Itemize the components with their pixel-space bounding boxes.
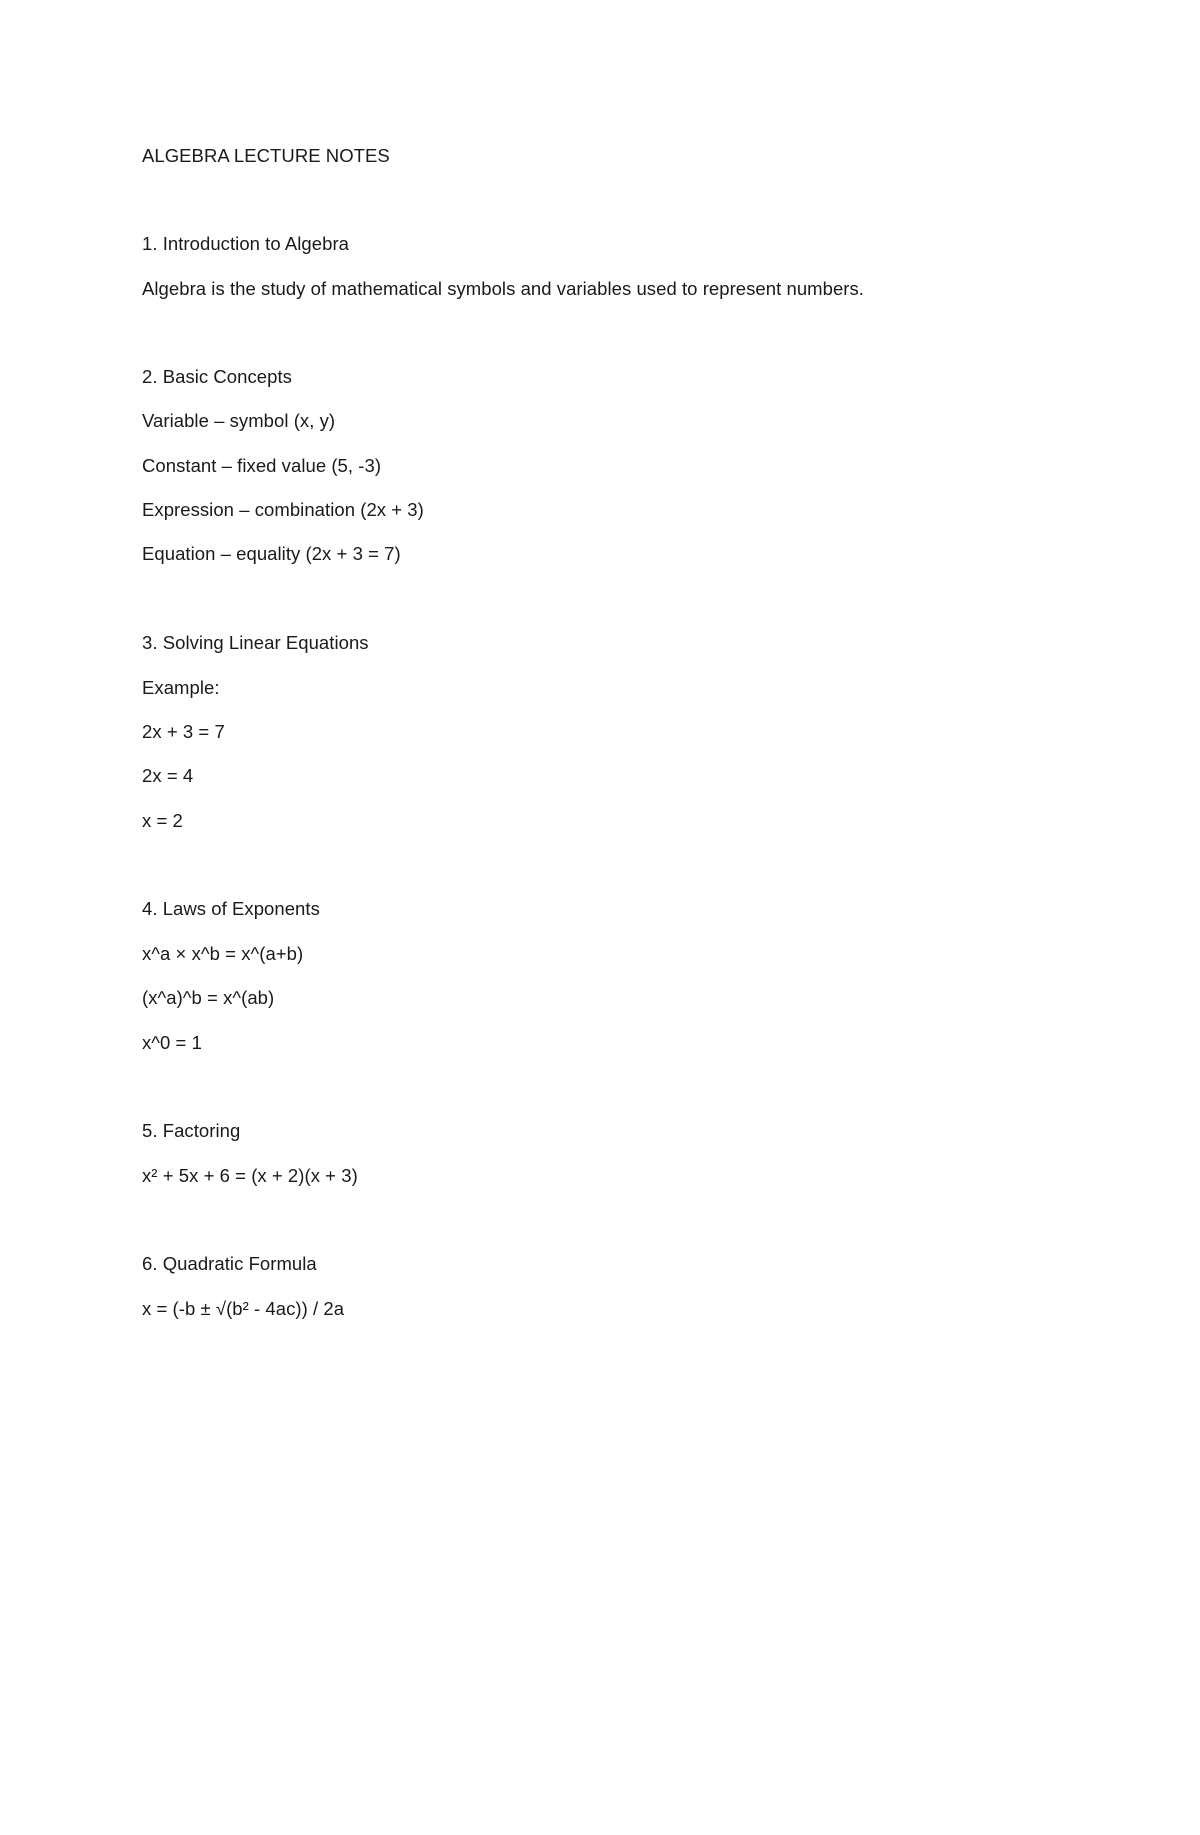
section-4-heading: 4. Laws of Exponents xyxy=(142,898,320,919)
document-title: ALGEBRA LECTURE NOTES xyxy=(142,145,390,166)
section-2-line-2: Constant – fixed value (5, -3) xyxy=(142,455,382,476)
section-5-line-1: x² + 5x + 6 = (x + 2)(x + 3) xyxy=(142,1165,358,1186)
section-2-line-4: Equation – equality (2x + 3 = 7) xyxy=(142,543,401,564)
section-2-heading: 2. Basic Concepts xyxy=(142,366,292,387)
section-5-heading: 5. Factoring xyxy=(142,1120,241,1141)
section-3-heading: 3. Solving Linear Equations xyxy=(142,632,369,653)
section-3-line-3: 2x = 4 xyxy=(142,765,194,786)
section-3-line-4: x = 2 xyxy=(142,810,183,831)
section-1-line-1: Algebra is the study of mathematical symbols and variables used to represent numbers. xyxy=(142,278,865,299)
section-2-line-1: Variable – symbol (x, y) xyxy=(142,410,336,431)
section-3-line-1: Example: xyxy=(142,677,220,698)
section-2-line-3: Expression – combination (2x + 3) xyxy=(142,499,424,520)
section-3-line-2: 2x + 3 = 7 xyxy=(142,721,225,742)
section-4-line-3: x^0 = 1 xyxy=(142,1032,202,1053)
section-4-line-1: x^a × x^b = x^(a+b) xyxy=(142,943,304,964)
section-6-heading: 6. Quadratic Formula xyxy=(142,1253,317,1274)
section-4-line-2: (x^a)^b = x^(ab) xyxy=(142,987,275,1008)
section-1-heading: 1. Introduction to Algebra xyxy=(142,233,349,254)
section-6-line-1: x = (-b ± √(b² - 4ac)) / 2a xyxy=(142,1298,345,1319)
